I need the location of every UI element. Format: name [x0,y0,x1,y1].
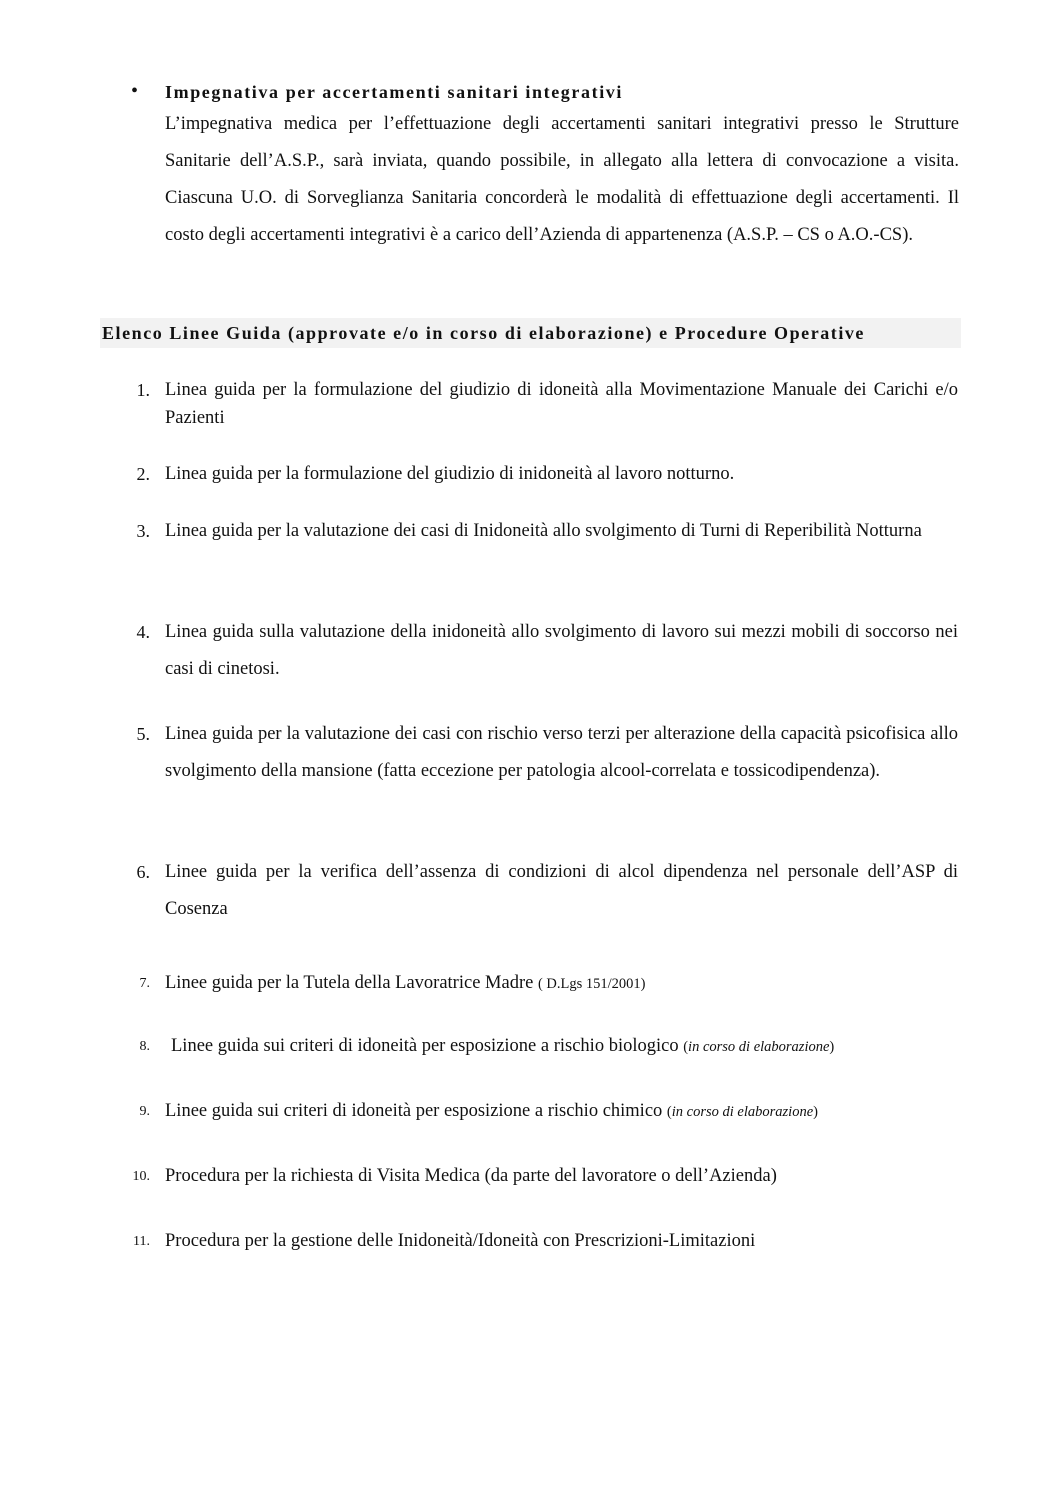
intro-heading: Impegnativa per accertamenti sanitari integrativi [165,82,623,102]
list-item-text: Linea guida per la valutazione dei casi di Inidoneità allo svolgimento di Turni di Reperibilità Notturna [165,521,922,541]
list-item-number: 7. [139,976,150,991]
list-item-number: 9. [139,1104,150,1119]
note-open: ( [683,1039,689,1055]
list-item-number: 1. [136,380,150,400]
list-item-number: 11. [133,1234,150,1249]
list-item-number: 5. [136,724,150,744]
list-item-title: Linee guida per la Tutela della Lavoratrice Madre [165,973,534,993]
list-item-text [165,1093,958,1131]
note-close: ) [813,1104,818,1120]
list-item-text: Linea guida per la formulazione del giudizio di inidoneità al lavoro notturno. [165,464,735,484]
list-item-note [683,1039,834,1055]
note-status: in corso di elaborazione [671,1104,814,1120]
list-item-number: 10. [132,1169,150,1184]
list-item-text: Linea guida sulla valutazione della inidoneità allo svolgimento di lavoro sui mezzi mobili di soccorso nei casi di cinetosi. [165,622,958,679]
section-heading: Elenco Linee Guida (approvate e/o in corso di elaborazione) e Procedure Operative [100,318,961,348]
list-item-number: 3. [136,521,150,541]
list-item-text: Linea guida per la formulazione del giudizio di idoneità alla Movimentazione Manuale dei Carichi e/o Pazienti [165,380,958,428]
list-item-text [171,1028,964,1066]
list-item-number: 8. [139,1039,150,1054]
note-status: in corso di elaborazione [688,1039,830,1055]
list-item-text: Procedura per la gestione delle Inidoneità/Idoneità con Prescrizioni-Limitazioni [165,1231,756,1251]
note-close: ) [829,1039,835,1055]
list-item-text: Procedura per la richiesta di Visita Medica (da parte del lavoratore o dell’Azienda) [165,1166,777,1186]
list-item-number: 6. [136,862,150,882]
list-item-title: Linee guida sui criteri di idoneità per esposizione a rischio biologico [171,1036,679,1056]
list-item-text: Linee guida per la verifica dell’assenza di condizioni di alcol dipendenza nel personale dell’ASP di Cosenza [165,862,958,919]
list-item-title: Linee guida sui criteri di idoneità per esposizione a rischio chimico [165,1101,663,1121]
list-item-text: Linea guida per la valutazione dei casi con rischio verso terzi per alterazione della capacità psicofisica allo svolgimento della mansione (fatta eccezione per patologia alcool-correlata e tossicodipendenza). [165,724,958,781]
list-item-text [165,965,958,1003]
bullet-marker: • [131,80,139,102]
list-item-note [667,1104,818,1120]
list-item-number: 4. [136,622,150,642]
list-item-number: 2. [136,464,150,484]
note-open: ( [666,1104,672,1120]
intro-paragraph: L’impegnativa medica per l’effettuazione degli accertamenti sanitari integrativi presso le Strutture Sanitarie dell’A.S.P., sarà inviata, quando possibile, in allegato alla lettera di convocazione a visita. Ciascuna U.O. di Sorveglianza Sanitaria concorderà le modalità di effettuazione degli accertamenti. Il costo degli accertamenti integrativi è a carico dell’Azienda di appartenenza (A.S.P. – CS o A.O.-CS). [165,114,959,245]
list-item-note: ( D.Lgs 151/2001) [537,976,646,992]
